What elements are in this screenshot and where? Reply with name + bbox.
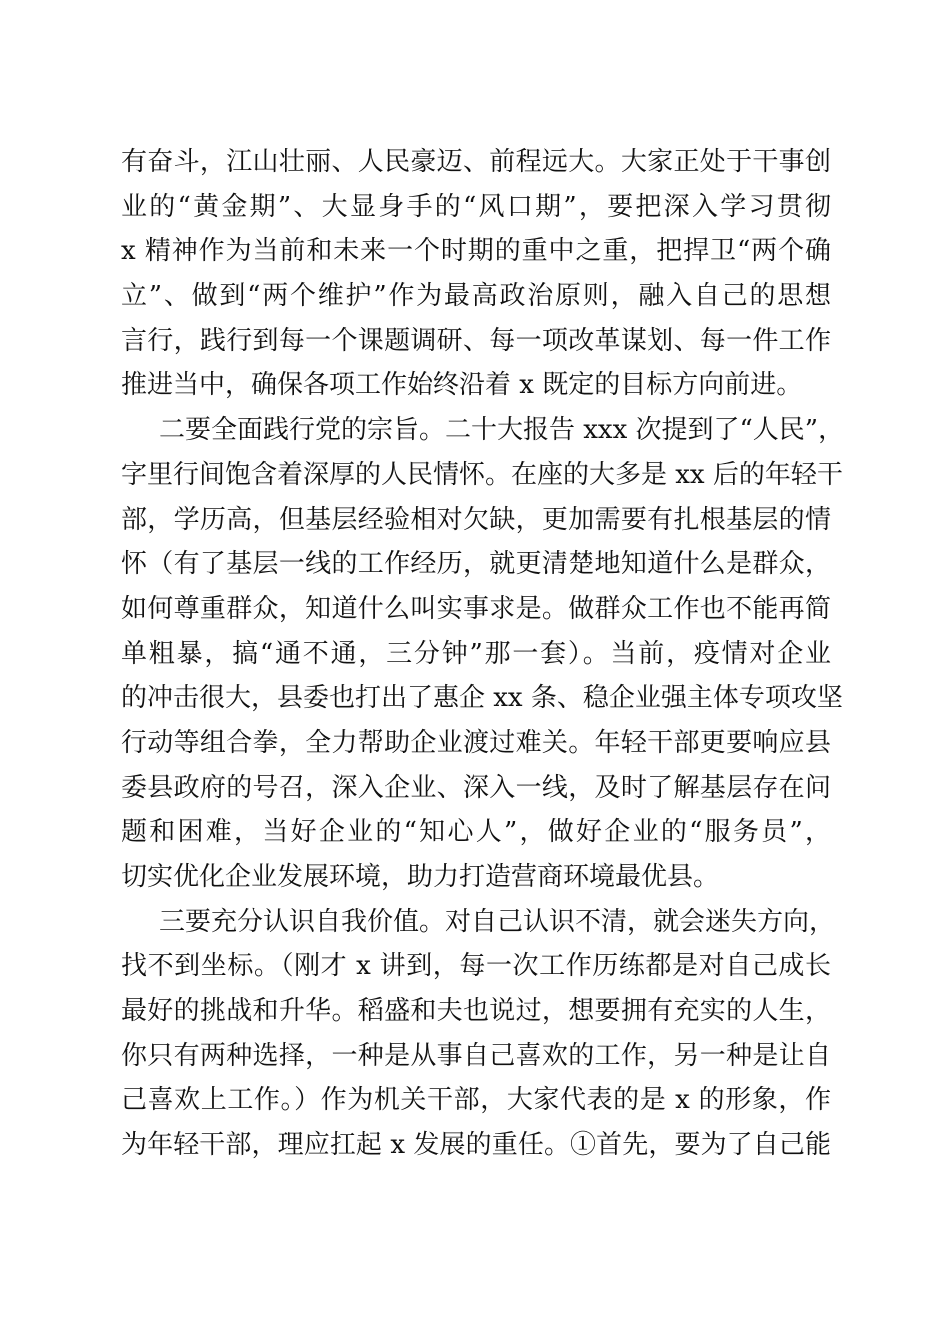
- paragraph-first-line: 三要充分认识自我价值。对自己认识不清，就会迷失方向，: [159, 906, 836, 937]
- text-line: 字里行间饱含着深厚的人民情怀。在座的大多是 xx 后的年轻干: [121, 459, 843, 490]
- text-line: 己喜欢上工作。）作为机关干部，大家代表的是 x 的形象，作: [121, 1085, 831, 1116]
- text-line: 怀（有了基层一线的工作经历，就更清楚地知道什么是群众，: [121, 549, 831, 580]
- text-line: 委县政府的号召，深入企业、深入一线，及时了解基层存在问: [121, 772, 831, 803]
- text-line: 立”、做到“两个维护”作为最高政治原则，融入自己的思想: [121, 281, 831, 312]
- text-line: 你只有两种选择，一种是从事自己喜欢的工作，另一种是让自: [121, 1040, 831, 1071]
- text-line: 单粗暴，搞“通不通，三分钟”那一套）。当前，疫情对企业: [121, 638, 831, 669]
- text-line: 找不到坐标。（刚才 x 讲到，每一次工作历练都是对自己成长: [121, 951, 831, 982]
- text-line: x 精神作为当前和未来一个时期的重中之重，把捍卫“两个确: [121, 236, 831, 267]
- text-line: 有奋斗，江山壮丽、人民豪迈、前程远大。大家正处于干事创: [121, 147, 831, 177]
- text-line: 切实优化企业发展环境，助力打造营商环境最优县。: [121, 862, 720, 892]
- text-line: 言行，践行到每一个课题调研、每一项改革谋划、每一件工作: [121, 325, 831, 356]
- body-text: [121, 140, 845, 1168]
- text-line: 最好的挑战和升华。稻盛和夫也说过，想要拥有充实的人生，: [121, 996, 831, 1027]
- text-line: 业的“黄金期”、大显身手的“风口期”，要把深入学习贯彻: [121, 191, 831, 222]
- text-line: 题和困难，当好企业的“知心人”，做好企业的“服务员”，: [121, 817, 831, 848]
- text-line: 行动等组合拳，全力帮助企业渡过难关。年轻干部更要响应县: [121, 727, 831, 758]
- text-line: 的冲击很大，县委也打出了惠企 xx 条、稳企业强主体专项攻坚: [121, 683, 843, 714]
- text-line: 如何尊重群众，知道什么叫实事求是。做群众工作也不能再简: [121, 593, 831, 624]
- text-line: 推进当中，确保各项工作始终沿着 x 既定的目标方向前进。: [121, 370, 803, 401]
- text-line: 部，学历高，但基层经验相对欠缺，更加需要有扎根基层的情: [121, 504, 831, 535]
- paragraph-first-line: 二要全面践行党的宗旨。二十大报告 xxx 次提到了“人民”，: [159, 415, 845, 446]
- text-line: 为年轻干部，理应扛起 x 发展的重任。①首先，要为了自己能: [121, 1130, 831, 1161]
